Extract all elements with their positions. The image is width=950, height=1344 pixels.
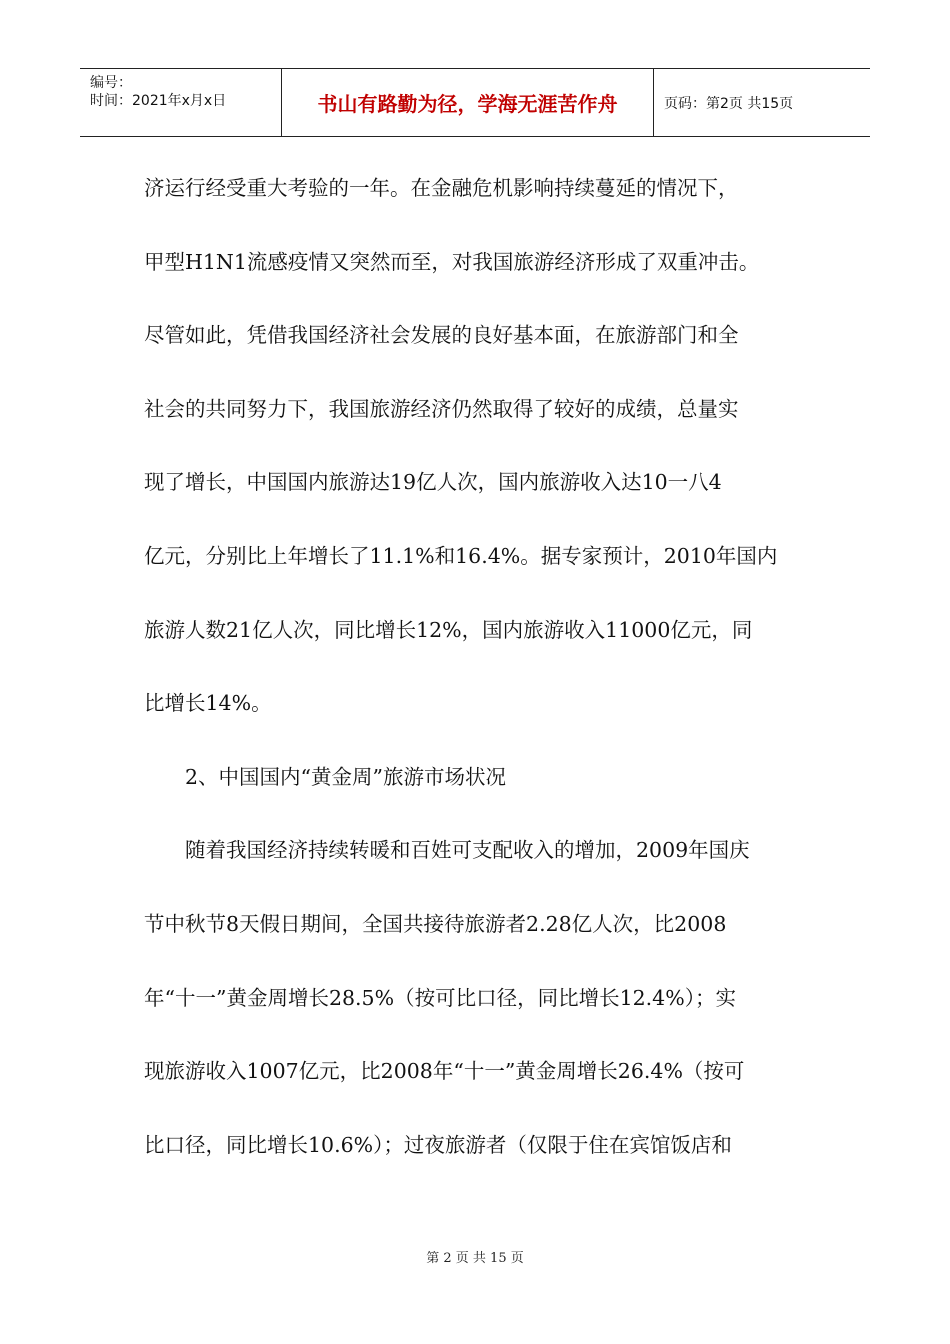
- body-line: 社会的共同努力下，我国旅游经济仍然取得了较好的成绩，总量实: [144, 396, 739, 421]
- body-line: 尽管如此，凭借我国经济社会发展的良好基本面，在旅游部门和全: [144, 323, 739, 348]
- section-heading: 2、中国国内“黄金周”旅游市场状况: [185, 764, 507, 789]
- body-line: 随着我国经济持续转暖和百姓可支配收入的增加，2009年国庆: [185, 838, 750, 863]
- body-line: 济运行经受重大考验的一年。在金融危机影响持续蔓延的情况下，: [144, 176, 739, 200]
- body-line: 现旅游收入1007亿元，比2008年“十一”黄金周增长26.4%（按可: [144, 1059, 745, 1084]
- body-line: 旅游人数21亿人次，同比增长12%，国内旅游收入11000亿元，同: [144, 617, 753, 642]
- document-date-label: 时间：2021年x月x日: [90, 93, 227, 109]
- body-line: 比增长14%。: [144, 691, 272, 716]
- header-motto: 书山有路勤为径，学海无涯苦作舟: [282, 69, 654, 136]
- body-line: 比口径，同比增长10.6%）；过夜旅游者（仅限于住在宾馆饭店和: [144, 1132, 732, 1157]
- header-page-info: 页码：第2页 共15页: [664, 95, 794, 112]
- body-line: 甲型H1N1流感疫情又突然而至，对我国旅游经济形成了双重冲击。: [144, 249, 760, 274]
- page-footer: 第 2 页 共 15 页: [426, 1251, 524, 1266]
- header-meta: [80, 69, 282, 136]
- body-line: 现了增长，中国国内旅游达19亿人次，国内旅游收入达10一八4: [144, 470, 722, 495]
- body-line: 亿元，分别比上年增长了11.1%和16.4%。据专家预计，2010年国内: [144, 543, 778, 568]
- body-line: 年“十一”黄金周增长28.5%（按可比口径，同比增长12.4%）；实: [144, 985, 736, 1010]
- body-line: 节中秋节8天假日期间，全国共接待旅游者2.28亿人次，比2008: [144, 911, 727, 936]
- document-body: [144, 152, 814, 1182]
- document-number-label: 编号：: [90, 75, 132, 91]
- page-header: [80, 68, 870, 137]
